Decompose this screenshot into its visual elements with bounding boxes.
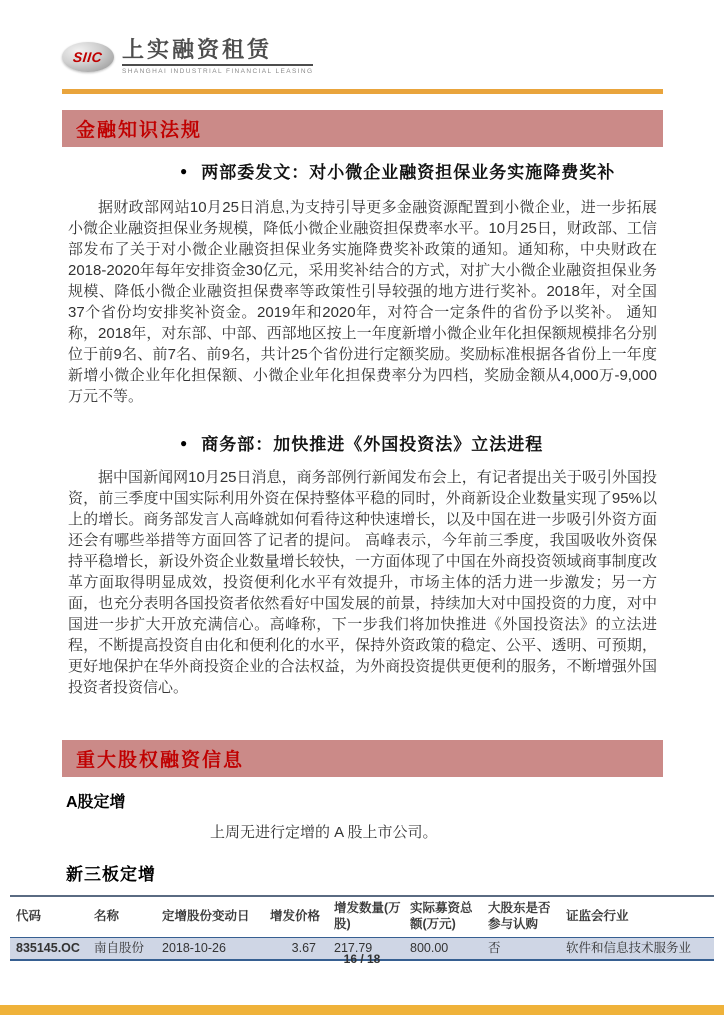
article-title-text: 两部委发文：对小微企业融资担保业务实施降费奖补 <box>201 163 616 182</box>
article-title-2 <box>180 430 670 455</box>
section-banner-label: 金融知识法规 <box>76 120 203 141</box>
article-title-text: 商务部：加快推进《外国投资法》立法进程 <box>201 435 544 454</box>
col-header-name: 名称 <box>94 908 120 923</box>
col-header-issue-volume: 增发数量(万股) <box>334 901 401 931</box>
col-header-change-date: 定增股份变动日 <box>162 908 250 923</box>
section-banner-regulations <box>62 110 663 147</box>
a-share-heading: A股定增 <box>66 794 126 811</box>
header-divider-bar <box>62 89 663 94</box>
cell-name: 南自股份 <box>94 941 145 956</box>
neeq-heading: 新三板定增 <box>66 865 156 884</box>
cell-issue-price: 3.67 <box>291 941 316 956</box>
a-share-note: 上周无进行定增的 A 股上市公司。 <box>210 824 438 841</box>
logo-text-block <box>122 38 313 75</box>
company-name-en: SHANGHAI INDUSTRIAL FINANCIAL LEASING <box>122 68 314 76</box>
cell-change-date: 2018-10-26 <box>162 941 226 956</box>
article-title-1 <box>180 158 670 183</box>
col-header-industry: 证监会行业 <box>566 908 629 923</box>
col-header-code: 代码 <box>16 908 42 923</box>
page-number: 16 / 18 <box>343 952 381 966</box>
cell-raised-amount: 800.00 <box>410 941 449 956</box>
siic-logo-icon <box>62 42 114 72</box>
col-header-issue-price: 增发价格 <box>270 908 321 923</box>
col-header-raised-amount: 实际募资总额(万元) <box>410 901 473 931</box>
article-body-1: 据财政部网站10月25日消息,为支持引导更多金融资源配置到小微企业，进一步拓展小微企业融资担保业务规模，降低小微企业融资担保费率水平。10月25日，财政部、工信部发布了关于对小微企业融资担保业务实施降费奖补政策的通知。通知称，中央财政在2018-2020年每年安排资金30亿元，采用奖补结合的方式，对扩大小微企业融资担保业务规模、降低小微企业融资担保费率等政策性引导较强的地方进行奖补。2018年，对全国37个省份均安排奖补资金。2019年和2020年，对符合一定条件的省份予以奖补。 通知称，2018年，对东部、中部、西部地区按上一年度新增小微企业年化担保额规模排名分别位于前9名、前7名、前9名，共计25个省份进行定额奖励。奖励标准根据各省份上一年度新增小微企业年化担保额、小微企业年化担保费率分为四档，奖励金额从4,000万-9,000万元不等。 <box>68 199 657 405</box>
section-banner-label: 重大股权融资信息 <box>76 750 245 771</box>
cell-industry: 软件和信息技术服务业 <box>566 941 692 956</box>
cell-code: 835145.OC <box>16 941 80 956</box>
company-logo <box>62 38 313 75</box>
cell-issue-volume: 217.79 <box>334 941 373 956</box>
bullet-icon: ● <box>180 435 189 450</box>
article-body-2: 据中国新闻网10月25日消息，商务部例行新闻发布会上，有记者提出关于吸引外国投资，前三季度中国实际利用外资在保持整体平稳的同时，外商新设企业数量实现了95%以上的增长。商务部发言人高峰就如何看待这种快速增长，以及中国在进一步吸引外资方面还会有哪些举措等方面回答了记者的提问。 高峰表示，今年前三季度，我国吸收外资保持平稳增长，新设外资企业数量增长较快，一方面体现了中国在外商投资领域商事制度改革方面取得明显成效，投资便利化水平有效提升，市场主体的活力进一步激发；另一方面，也充分表明各国投资者依然看好中国发展的前景，持续加大对中国投资的力度，对中国进一步扩大开放充满信心。高峰称，下一步我们将加快推进《外国投资法》的立法进程，不断提高投资自由化和便利化的水平，保持外资政策的稳定、公平、透明、可预期，更好地保护在华外商投资企业的合法权益，为外商投资提供更便利的服务，不断增强外国投资者投资信心。 <box>68 469 657 696</box>
cell-major-holder: 否 <box>488 941 501 956</box>
table-header-row <box>10 896 714 938</box>
col-header-major-holder: 大股东是否参与认购 <box>488 901 551 931</box>
bullet-icon: ● <box>180 163 189 178</box>
company-name-cn: 上实融资租赁 <box>122 38 313 66</box>
footer-bar <box>0 1005 724 1015</box>
logo-acronym: SIIC <box>72 48 104 65</box>
section-banner-equity <box>62 740 663 777</box>
